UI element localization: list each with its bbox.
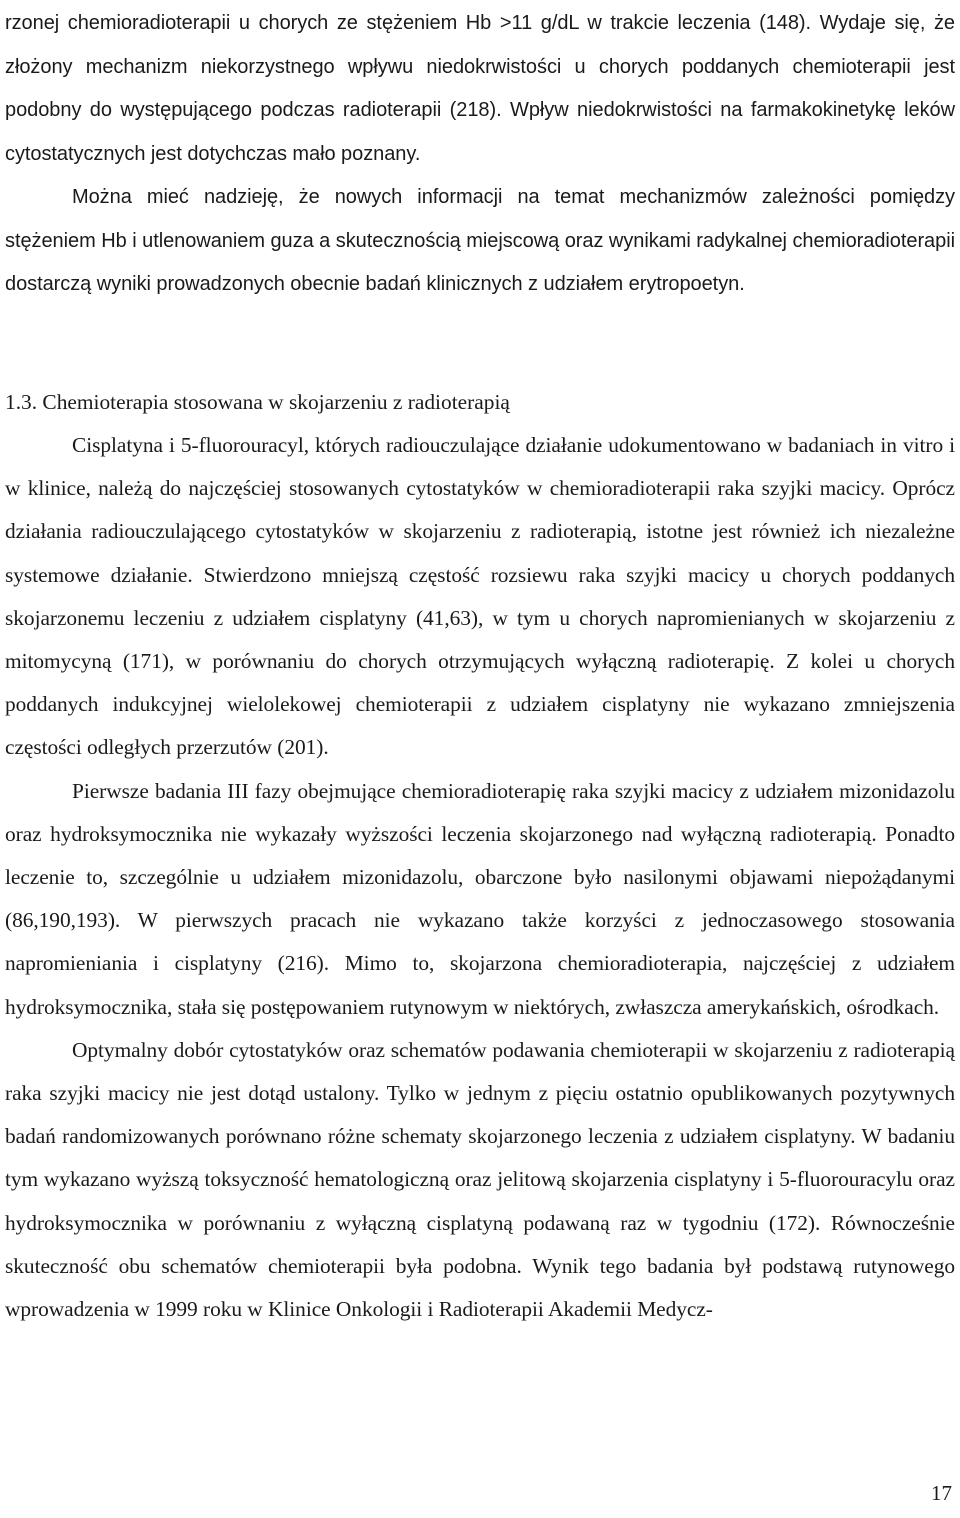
paragraph-1: rzonej chemioradioterapii u chorych ze stężeniem Hb >11 g/dL w trakcie leczenia (148). Wydaje się, że złożony mechanizm niekorzystnego wpływu niedokrwistości u chorych poddanych chemioterapii jest podobny do występującego podczas radioterapii (218). Wpływ niedokrwistości na farmakokinetykę leków cytostatycznych jest dotychczas mało poznany. [5, 12, 955, 165]
intro-text-block [5, 2, 955, 307]
section-text-block [5, 424, 955, 1331]
paragraph-4: Pierwsze badania III fazy obejmujące chemioradioterapię raka szyjki macicy z udziałem mizonidazolu oraz hydroksymocznika nie wykazały wyższości leczenia skojarzonego nad wyłączną radioterapią. Ponadto leczenie to, szczególnie u udziałem mizonidazolu, obarczone było nasilonymi objawami niepożądanymi (86,190,193). W pierwszych pracach nie wykazano także korzyści z jednoczasowego stosowania napromieniania i cisplatyny (216). Mimo to, skojarzona chemioradioterapia, najczęściej z udziałem hydroksymocznika, stała się postępowaniem rutynowym w niektórych, zwłaszcza amerykańskich, ośrodkach. [5, 778, 955, 1019]
paragraph-3: Cisplatyna i 5-fluorouracyl, których radiouczulające działanie udokumentowano w badaniach in vitro i w klinice, należą do najczęściej stosowanych cytostatyków w chemioradioterapii raka szyjki macicy. Oprócz działania radiouczulającego cytostatyków w skojarzeniu z radioterapią, istotne jest również ich niezależne systemowe działanie. Stwierdzono mniejszą częstość rozsiewu raka szyjki macicy u chorych poddanych skojarzonemu leczeniu z udziałem cisplatyny (41,63), w tym u chorych napromienianych w skojarzeniu z mitomycyną (171), w porównaniu do chorych otrzymujących wyłączną radioterapię. Z kolei u chorych poddanych indukcyjnej wielolekowej chemioterapii z udziałem cisplatyny nie wykazano zmniejszenia częstości odległych przerzutów (201). [5, 433, 955, 760]
paragraph-2: Można mieć nadzieję, że nowych informacji na temat mechanizmów zależności pomiędzy stężeniem Hb i utlenowaniem guza a skutecznością miejscową oraz wynikami radykalnej chemioradioterapii dostarczą wyniki prowadzonych obecnie badań klinicznych z udziałem erytropoetyn. [5, 186, 955, 295]
paragraph-5: Optymalny dobór cytostatyków oraz schematów podawania chemioterapii w skojarzeniu z radioterapią raka szyjki macicy nie jest dotąd ustalony. Tylko w jednym z pięciu ostatnio opublikowanych pozytywnych badań randomizowanych porównano różne schematy skojarzonego leczenia z udziałem cisplatyny. W badaniu tym wykazano wyższą toksyczność hematologiczną oraz jelitową skojarzenia cisplatyny i 5-fluorouracylu oraz hydroksymocznika w porównaniu z wyłączną cisplatyną podawaną raz w tygodniu (172). Równocześnie skuteczność obu schematów chemioterapii była podobna. Wynik tego badania był podstawą rutynowego wprowadzenia w 1999 roku w Klinice Onkologii i Radioterapii Akademii Medycz- [5, 1037, 955, 1322]
section-heading: 1.3. Chemioterapia stosowana w skojarzeniu z radioterapią [5, 390, 510, 414]
page-number: 17 [931, 1481, 952, 1505]
